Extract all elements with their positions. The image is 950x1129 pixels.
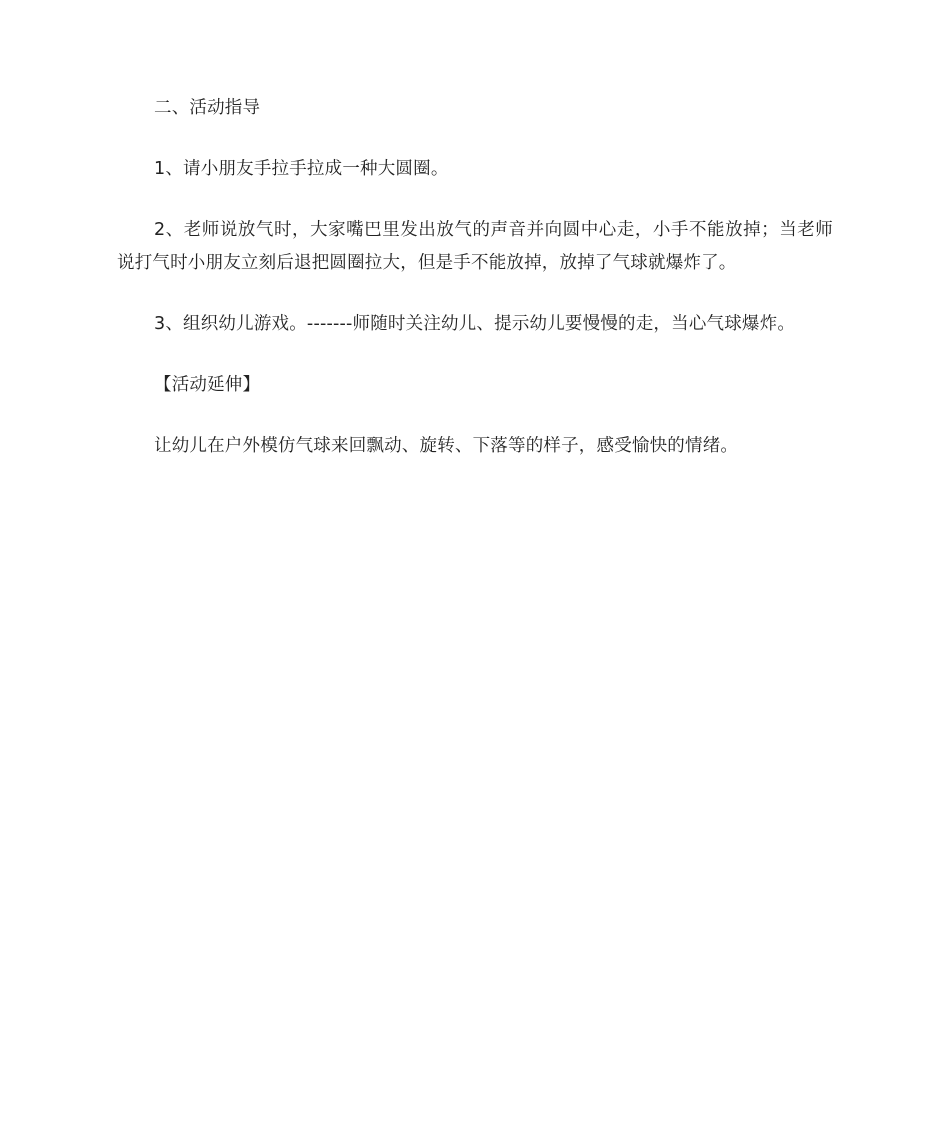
step-1-paragraph: 1、请小朋友手拉手拉成一种大圆圈。: [154, 159, 449, 179]
step-3-paragraph: 3、组织幼儿游戏。-------师随时关注幼儿、提示幼儿要慢慢的走，当心气球爆炸。: [154, 314, 796, 334]
section-heading-activity-extension: 【活动延伸】: [154, 375, 261, 395]
section-heading-activity-guidance: 二、活动指导: [154, 98, 261, 118]
step-2-paragraph: 2、老师说放气时，大家嘴巴里发出放气的声音并向圆中心走，小手不能放掉；当老师说打气时小朋友立刻后退把圆圈拉大，但是手不能放掉，放掉了气球就爆炸了。: [117, 220, 833, 273]
document-body: [117, 92, 833, 491]
extension-paragraph: 让幼儿在户外模仿气球来回飘动、旋转、下落等的样子，感受愉快的情绪。: [154, 436, 739, 456]
